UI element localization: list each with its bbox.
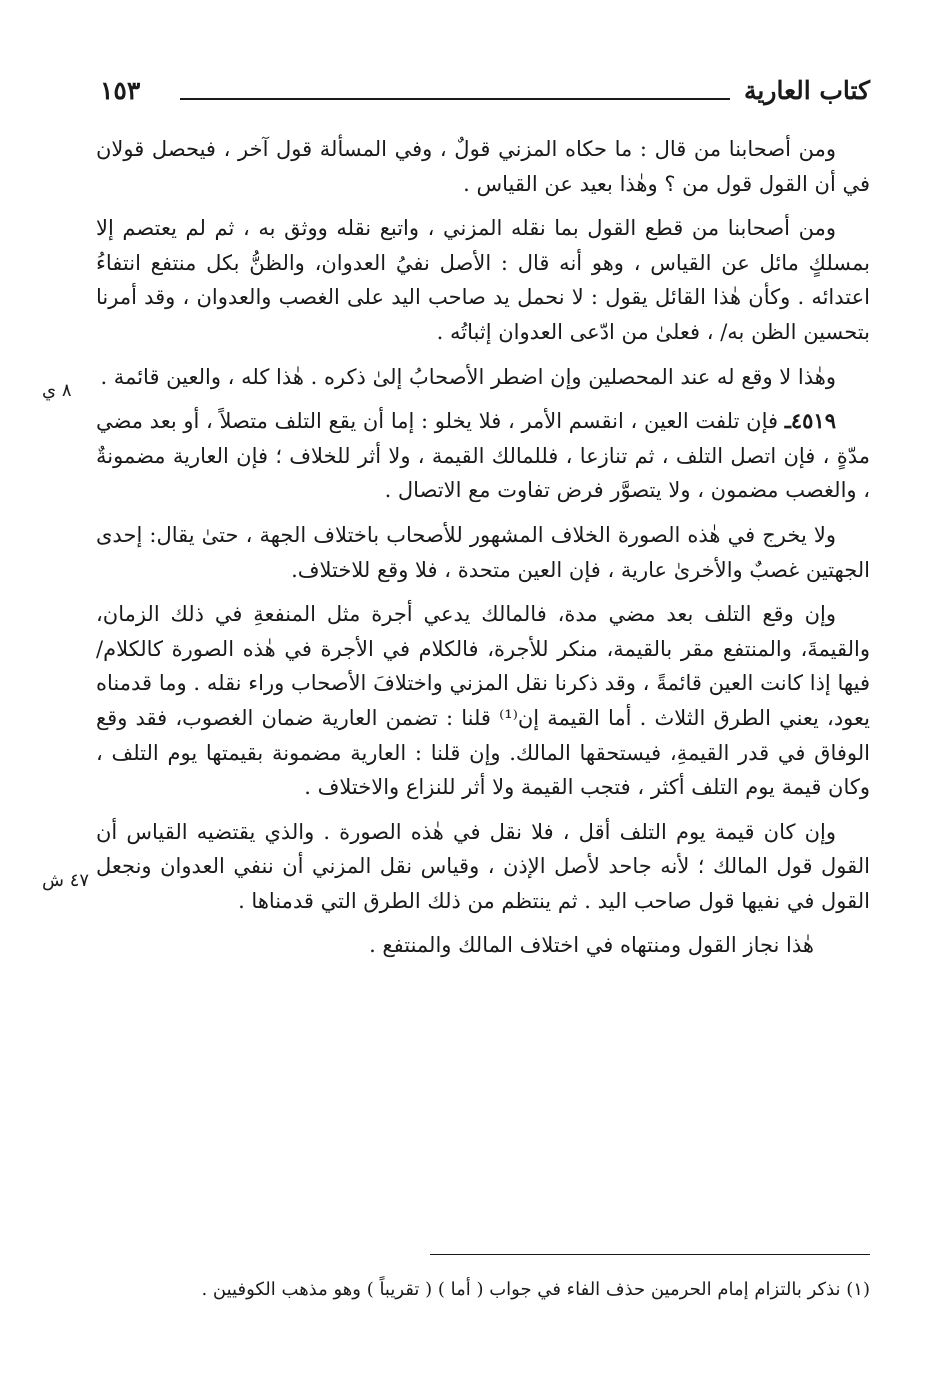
main-text (96, 132, 870, 973)
paragraph: ولا يخرج في هٰذه الصورة الخلاف المشهور للأصحاب باختلاف الجهة ، حتىٰ يقال: إحدى الجهتين غصبٌ والأخرىٰ عارية ، فإن العين متحدة ، فلا وقع للاختلاف. (96, 522, 870, 582)
margin-reference: ٨ ي (42, 380, 72, 401)
paragraph: وإن وقع التلف بعد مضي مدة، فالمالك يدعي أجرة مثل المنفعةِ في ذلك الزمان، والقيمةَ، والمنتفع مقر بالقيمة، منكر للأجرة، فالكلام في الأجرة في هٰذه الصورة كالكلام/ فيها إذا كانت العين قائمةً ، وقد ذكرنا نقل المزني واختلافَ الأصحاب وراء نقله . وما قدمناه يعود، يعني الطرق الثلاث . أما القيمة إن⁽¹⁾ قلنا : تضمن العارية ضمان الغصوب، فقد وقع الوفاق في قدر القيمةِ، فيستحقها المالك. وإن قلنا : العارية مضمونة بقيمتها يوم التلف ، وكان قيمة يوم التلف أكثر ، فتجب القيمة ولا أثر للنزاع والاختلاف . (96, 602, 870, 800)
paragraph: ٤٥١٩ـ فإن تلفت العين ، انقسم الأمر ، فلا يخلو : إما أن يقع التلف متصلاً ، أو بعد مضي مدّةٍ ، فإن اتصل التلف ، ثم تنازعا ، فللمالك القيمة ، ولا أثر للخلاف ؛ فإن العارية مضمونةٌ ، والغصب مضمون ، ولا يتصوَّر فرض تفاوت مع الاتصال . (96, 408, 870, 503)
paragraph: ومن أصحابنا من قطع القول بما نقله المزني ، واتبع نقله ووثق به ، ثم لم يعتصم إلا بمسلكٍ مائل عن القياس ، وهو أنه قال : الأصل نفيُ العدوان، والظنُّ بكل منتفع انتفاءُ اعتدائه . وكأن هٰذا القائل يقول : لا نحمل يد صاحب اليد على الغصب والعدوان ، وقد أمرنا بتحسين الظن به/ ، فعلىٰ من ادّعى العدوان إثباتُه . (96, 216, 870, 344)
chapter-title: كتاب العارية (744, 76, 870, 105)
page-number: ١٥٣ (100, 76, 141, 105)
page-header (100, 76, 870, 116)
paragraph: وإن كان قيمة يوم التلف أقل ، فلا نقل في هٰذه الصورة . والذي يقتضيه القياس أن القول قول المالك ؛ لأنه جاحد لأصل الإذن ، وقياس نقل المزني أن ننفي العدوان ونجعل القول في نفيها قول صاحب اليد . ثم ينتظم من ذلك الطرق التي قدمناها . (96, 819, 870, 913)
header-rule (180, 98, 730, 100)
footnote: (١) نذكر بالتزام إمام الحرمين حذف الفاء في جواب ( أما ) ( تقريباً ) وهو مذهب الكوفيين . (201, 1279, 870, 1300)
paragraph: هٰذا نجاز القول ومنتهاه في اختلاف المالك والمنتفع . (369, 933, 814, 958)
footnote-rule (430, 1254, 870, 1255)
margin-reference: ٤٧ ش (42, 870, 90, 891)
section-number: ٤٥١٩ـ (784, 408, 836, 434)
paragraph: ومن أصحابنا من قال : ما حكاه المزني قولٌ ، وفي المسألة قول آخر ، فيحصل قولان في أن القول قول من ؟ وهٰذا بعيد عن القياس . (96, 137, 870, 196)
paragraph: وهٰذا لا وقع له عند المحصلين وإن اضطر الأصحابُ إلىٰ ذكره . هٰذا كله ، والعين قائمة . (100, 364, 836, 389)
